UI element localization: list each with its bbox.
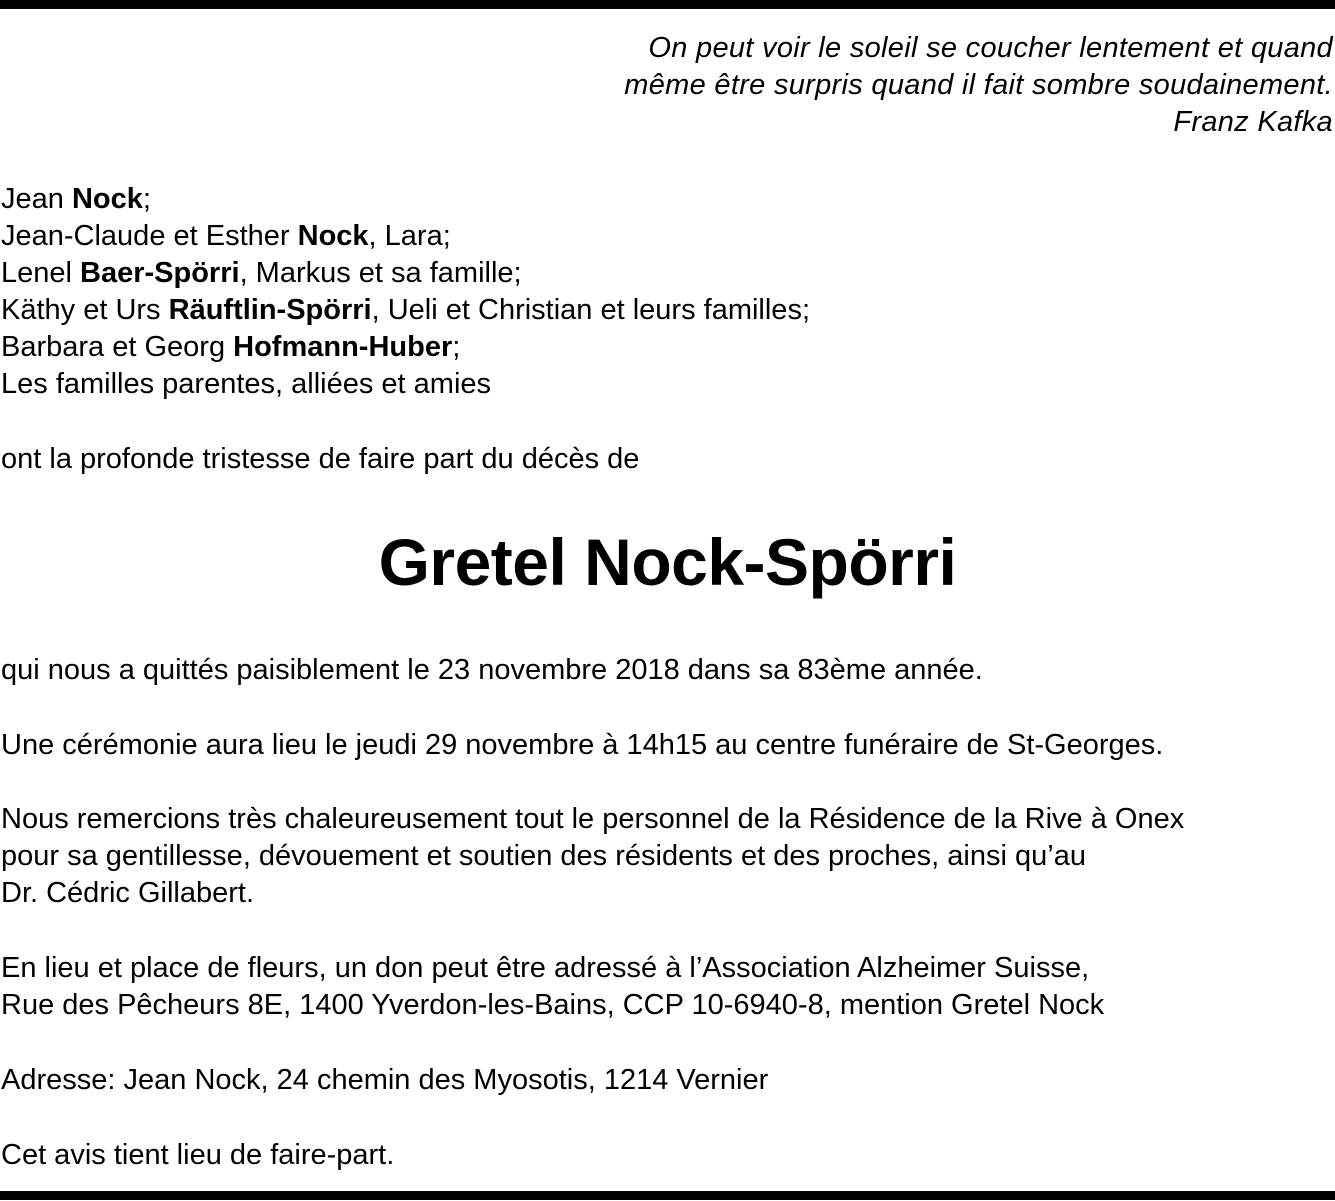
family-line-text: ; bbox=[452, 331, 461, 363]
epigraph-quote bbox=[624, 30, 1333, 141]
quote-line-2: même être surpris quand il fait sombre soudainement. bbox=[624, 69, 1333, 101]
family-line-text: Jean bbox=[1, 183, 72, 215]
donation-line: Rue des Pêcheurs 8E, 1400 Yverdon-les-Bains, CCP 10-6940-8, mention Gretel Nock bbox=[1, 989, 1105, 1021]
family-line bbox=[1, 292, 810, 329]
family-surname: Hofmann-Huber bbox=[233, 331, 453, 363]
family-line-text: ; bbox=[142, 183, 151, 215]
family-line-text: Barbara et Georg bbox=[1, 331, 234, 363]
thanks-line: Dr. Cédric Gillabert. bbox=[1, 877, 255, 909]
bottom-border-rule bbox=[0, 1191, 1335, 1200]
quote-author: Franz Kafka bbox=[1173, 106, 1333, 138]
quote-line-1: On peut voir le soleil se coucher lentement et quand bbox=[648, 32, 1333, 64]
deceased-name: Gretel Nock-Spörri bbox=[378, 525, 957, 599]
family-line-text: Käthy et Urs bbox=[1, 294, 169, 326]
family-line bbox=[1, 218, 451, 255]
family-line-text: Lenel bbox=[1, 257, 81, 289]
address-text: Adresse: Jean Nock, 24 chemin des Myosotis, 1214 Vernier bbox=[1, 1064, 769, 1096]
family-line bbox=[1, 181, 151, 218]
family-line-text: , Markus et sa famille; bbox=[239, 257, 522, 289]
family-surname: Baer-Spörri bbox=[80, 257, 240, 289]
family-surname: Räuftlin-Spörri bbox=[168, 294, 372, 326]
passing-text: qui nous a quittés paisiblement le 23 novembre 2018 dans sa 83ème année. bbox=[1, 654, 983, 686]
family-line bbox=[1, 366, 491, 403]
announcement-text: ont la profonde tristesse de faire part du décès de bbox=[1, 443, 640, 475]
family-line bbox=[1, 329, 460, 366]
top-border-rule bbox=[0, 0, 1335, 9]
thanks-line: pour sa gentillesse, dévouement et soutien des résidents et des proches, ainsi qu’au bbox=[1, 840, 1086, 872]
family-line-text: Les familles parentes, alliées et amies bbox=[1, 368, 492, 400]
donation-line: En lieu et place de fleurs, un don peut être adressé à l’Association Alzheimer Suisse, bbox=[1, 952, 1090, 984]
family-surname: Nock bbox=[71, 183, 143, 215]
family-line-text: Jean-Claude et Esther bbox=[1, 220, 298, 252]
ceremony-text: Une cérémonie aura lieu le jeudi 29 novembre à 14h15 au centre funéraire de St-Georges. bbox=[1, 729, 1164, 761]
family-line-text: , Lara; bbox=[368, 220, 451, 252]
family-line bbox=[1, 255, 522, 292]
family-line-text: , Ueli et Christian et leurs familles; bbox=[371, 294, 810, 326]
family-surname: Nock bbox=[297, 220, 369, 252]
thanks-line: Nous remercions très chaleureusement tout le personnel de la Résidence de la Rive à Onex bbox=[1, 803, 1185, 835]
closing-text: Cet avis tient lieu de faire-part. bbox=[1, 1139, 395, 1171]
